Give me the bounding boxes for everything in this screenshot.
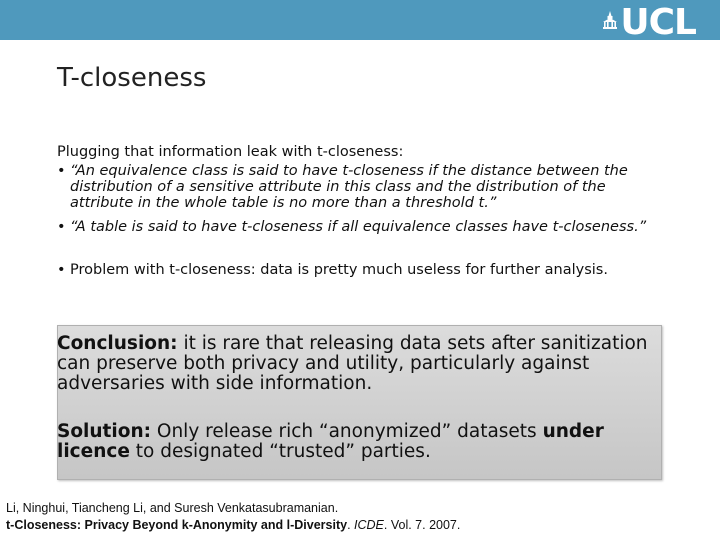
callout-text — [57, 334, 667, 462]
bullet-definition-table — [57, 219, 667, 235]
slide-body — [57, 144, 667, 286]
solution-text-end: to designated “trusted” parties. — [129, 441, 431, 462]
citation-separator: . — [347, 518, 355, 532]
header-bar — [0, 0, 720, 43]
citation-reference — [6, 517, 706, 534]
bullet-icon: • — [57, 262, 66, 278]
conclusion-paragraph — [57, 334, 667, 394]
bullet-problem — [57, 262, 667, 278]
solution-paragraph — [57, 422, 667, 462]
ucl-logo-text: UCL — [620, 2, 696, 43]
ucl-portico-icon — [603, 11, 617, 29]
ucl-logo — [603, 2, 696, 43]
citation — [6, 500, 706, 534]
citation-authors: Li, Ninghui, Tiancheng Li, and Suresh Venkatasubramanian. — [6, 501, 339, 515]
solution-emphasis: under licence — [57, 421, 604, 462]
slide-title: T-closeness — [57, 63, 207, 93]
conclusion-text: it is rare that releasing data sets after sanitization can preserve both privacy and utility, particularly against adversaries with side information. — [57, 333, 648, 394]
bullet-text: Problem with t-closeness: data is pretty much useless for further analysis. — [70, 262, 608, 278]
bullet-icon: • — [57, 219, 66, 235]
solution-label: Solution: — [57, 421, 152, 442]
citation-venue: ICDE — [354, 518, 384, 532]
intro-text: Plugging that information leak with t-closeness: — [57, 144, 404, 160]
citation-paper-title: t-Closeness: Privacy Beyond k-Anonymity and l-Diversity — [6, 518, 348, 532]
citation-details: . Vol. 7. 2007. — [383, 518, 461, 532]
bullet-text: “An equivalence class is said to have t-closeness if the distance between the distribution of a sensitive attribute in this class and the distribution of the attribute in the whole table is no more than a threshold t.” — [70, 163, 628, 211]
bullet-icon: • — [57, 163, 66, 179]
conclusion-label: Conclusion: — [57, 333, 178, 354]
solution-text: Only release rich “anonymized” datasets — [151, 421, 543, 442]
bullet-definition-class — [57, 163, 667, 211]
bullet-text: “A table is said to have t-closeness if all equivalence classes have t-closeness.” — [70, 219, 647, 235]
